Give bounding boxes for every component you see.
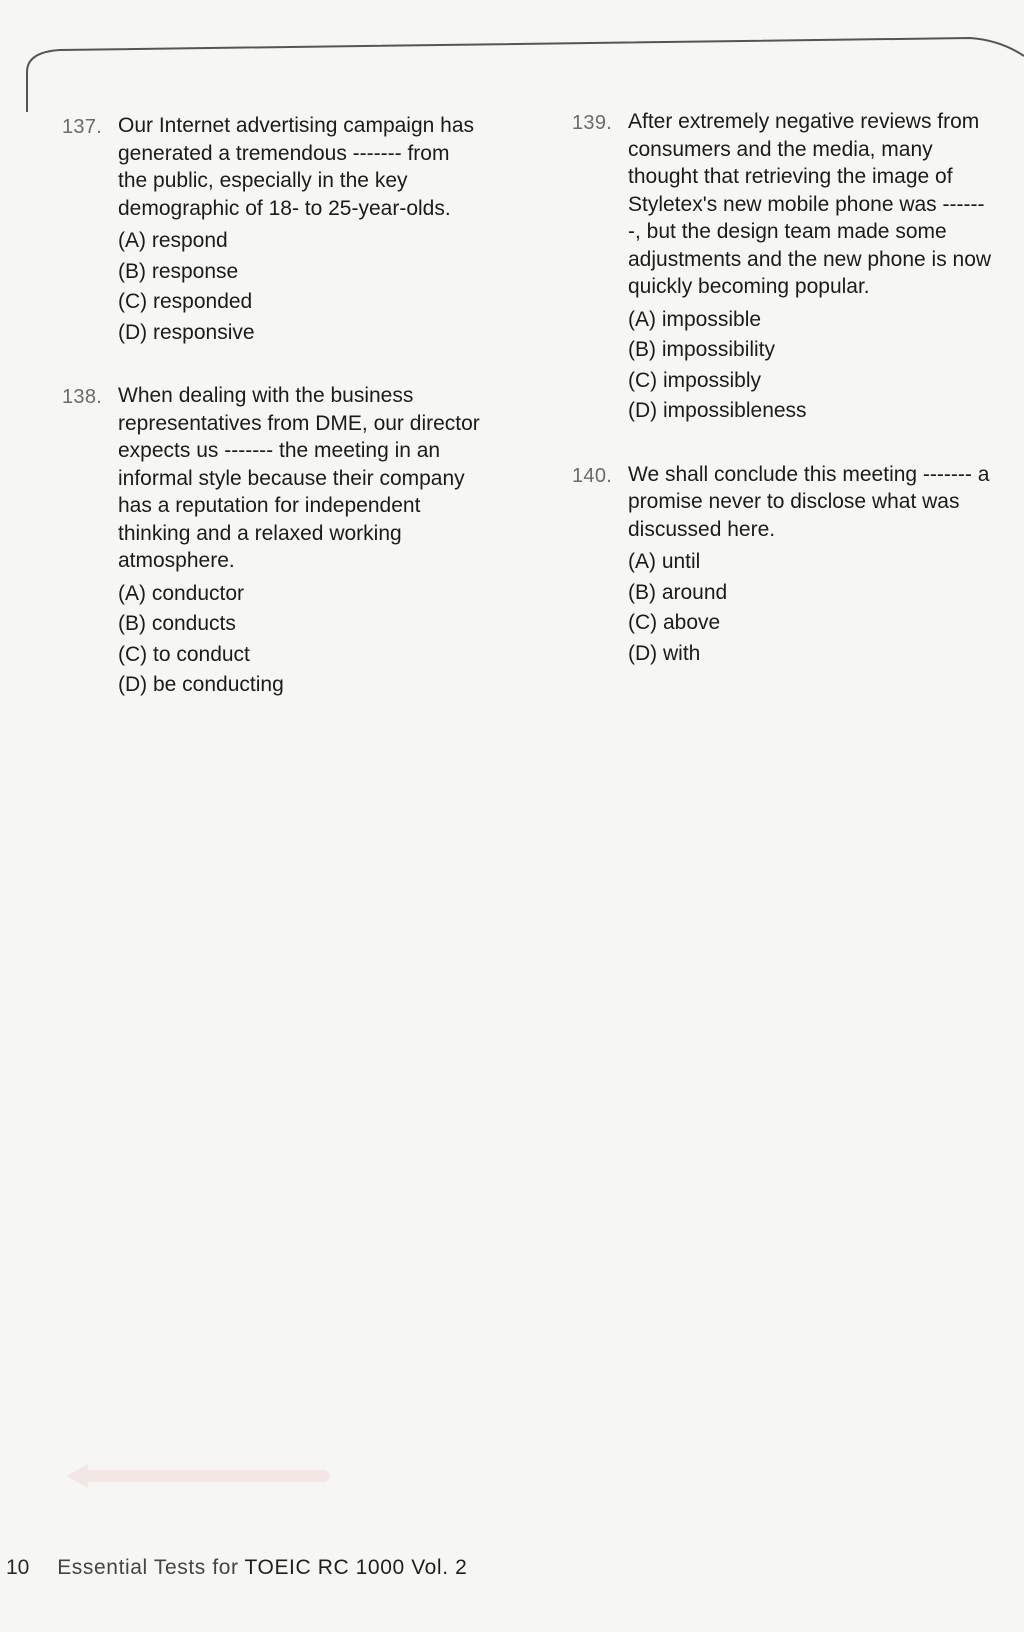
answer-options xyxy=(628,547,992,669)
answer-options xyxy=(118,226,482,348)
answer-options xyxy=(118,579,482,701)
question-138 xyxy=(62,382,482,701)
option-a[interactable]: (A) conductor xyxy=(118,581,245,605)
question-stem: When dealing with the business representatives from DME, our director expects us ------- the meeting in an informal style because their company has a reputation for independent thinking and a relaxed working atmosphere. xyxy=(118,384,480,572)
page-footer xyxy=(6,1556,467,1580)
option-c[interactable]: (C) to conduct xyxy=(118,642,250,666)
option-c[interactable]: (C) above xyxy=(628,611,721,634)
book-title: TOEIC RC 1000 Vol. 2 xyxy=(244,1556,468,1579)
option-a[interactable]: (A) until xyxy=(628,550,701,573)
faint-arrow-icon xyxy=(66,1462,336,1490)
option-c[interactable]: (C) responded xyxy=(118,290,253,313)
option-b[interactable]: (B) conducts xyxy=(118,612,236,635)
option-b[interactable]: (B) response xyxy=(118,259,239,283)
question-number: 137. xyxy=(62,116,103,138)
question-140 xyxy=(572,461,992,670)
question-number: 140. xyxy=(572,464,613,487)
option-b[interactable]: (B) around xyxy=(628,580,728,604)
question-stem: After extremely negative reviews from consumers and the media, many thought that retrieving the image of Styletex's new mobile phone was -------, but the design team made some adjustments and the new phone is now quickly becoming popular. xyxy=(628,110,992,298)
book-series: Essential Tests for xyxy=(57,1556,239,1579)
option-a[interactable]: (A) respond xyxy=(118,229,228,252)
option-b[interactable]: (B) impossibility xyxy=(628,338,776,361)
question-number: 138. xyxy=(62,386,103,408)
option-d[interactable]: (D) responsive xyxy=(118,320,255,344)
answer-options xyxy=(628,305,992,427)
question-139 xyxy=(572,108,992,427)
question-number: 139. xyxy=(572,112,613,134)
question-stem: Our Internet advertising campaign has generated a tremendous ------- from the public, especially in the key demographic of 18- to 25-year-olds. xyxy=(118,114,475,220)
question-stem: We shall conclude this meeting ------- a promise never to disclose what was discussed here. xyxy=(628,462,990,541)
option-d[interactable]: (D) impossibleness xyxy=(628,399,807,422)
page-number: 10 xyxy=(6,1556,30,1579)
option-d[interactable]: (D) be conducting xyxy=(118,673,284,696)
left-column xyxy=(62,112,482,735)
option-a[interactable]: (A) impossible xyxy=(628,307,762,331)
option-c[interactable]: (C) impossibly xyxy=(628,368,762,392)
option-d[interactable]: (D) with xyxy=(628,641,701,665)
question-137 xyxy=(62,112,482,348)
right-column xyxy=(572,108,992,703)
